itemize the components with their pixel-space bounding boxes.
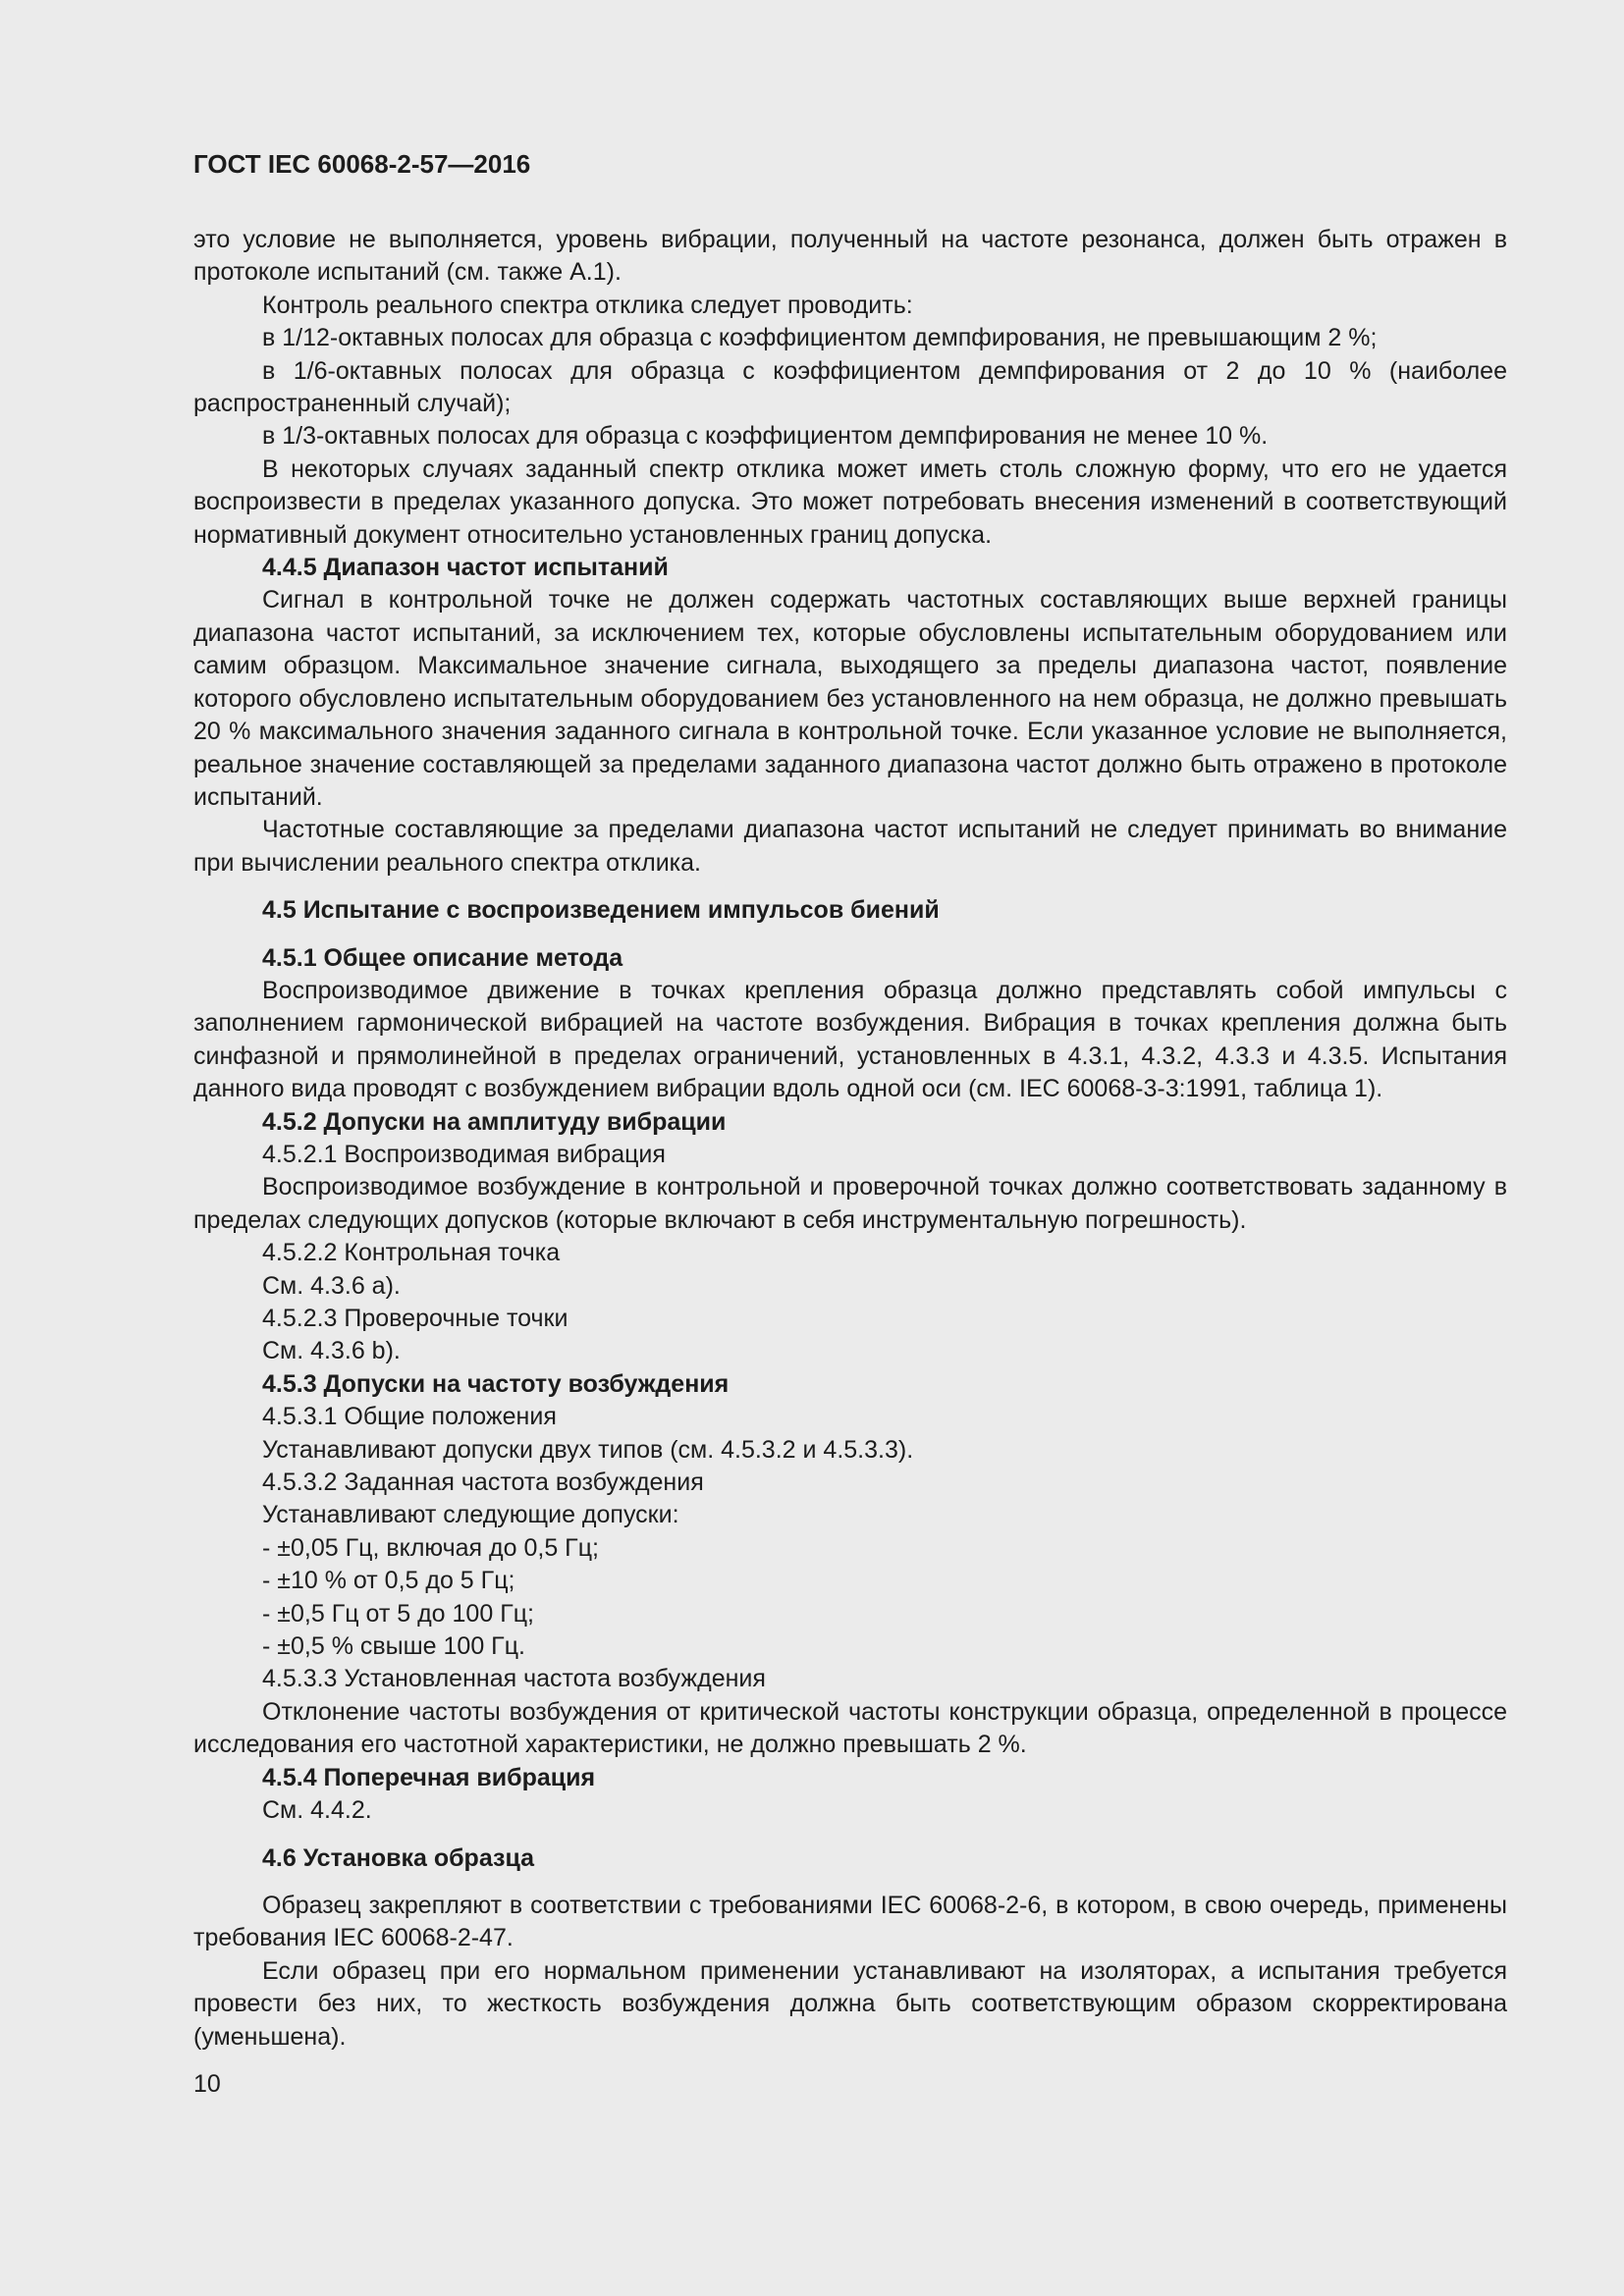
section-heading-4-5-4: 4.5.4 Поперечная вибрация	[262, 1763, 596, 1791]
paragraph: Частотные составляющие за пределами диапазона частот испытаний не следует принимать во внимание при вычислении реального спектра отклика.	[193, 816, 1507, 877]
page-number: 10	[193, 2070, 221, 2098]
section-heading-4-6: 4.6 Установка образца	[262, 1843, 535, 1872]
subsection-title-4-5-2-2: 4.5.2.2 Контрольная точка	[262, 1239, 561, 1267]
paragraph: в 1/12-октавных полосах для образца с коэффициентом демпфирования, не превышающим 2 %;	[262, 324, 1378, 352]
list-item: - ±0,5 Гц от 5 до 100 Гц;	[262, 1599, 534, 1628]
subsection-title-4-5-3-2: 4.5.3.2 Заданная частота возбуждения	[262, 1468, 704, 1497]
subsection-title-4-5-2-1: 4.5.2.1 Воспроизводимая вибрация	[262, 1140, 666, 1168]
document-header: ГОСТ IEC 60068-2-57—2016	[193, 149, 531, 179]
paragraph: в 1/6-октавных полосах для образца с коэффициентом демпфирования от 2 до 10 % (наиболее распространенный случай);	[193, 356, 1507, 418]
paragraph: См. 4.3.6 b).	[262, 1337, 401, 1365]
paragraph: Если образец при его нормальном применении устанавливают на изоляторах, а испытания требуется провести без них, то жесткость возбуждения должна быть соответствующим образом скорректирована (уменьшена).	[193, 1956, 1507, 2051]
subsection-title-4-5-3-3: 4.5.3.3 Установленная частота возбуждения	[262, 1665, 766, 1693]
section-heading-4-4-5: 4.4.5 Диапазон частот испытаний	[262, 554, 669, 582]
paragraph: Устанавливают допуски двух типов (см. 4.5.3.2 и 4.5.3.3).	[262, 1435, 914, 1464]
subsection-title-4-5-3-1: 4.5.3.1 Общие положения	[262, 1403, 557, 1431]
paragraph: Устанавливают следующие допуски:	[262, 1501, 679, 1529]
list-item: - ±10 % от 0,5 до 5 Гц;	[262, 1567, 515, 1595]
paragraph: Воспроизводимое возбуждение в контрольной и проверочной точках должно соответствовать заданному в пределах следующих допусков (которые включают в себя инструментальную погрешность).	[193, 1173, 1507, 1234]
paragraph: В некоторых случаях заданный спектр отклика может иметь столь сложную форму, что его не удается воспроизвести в пределах указанного допуска. Это может потребовать внесения изменений в соответствующий нормативный документ относительно установленных границ допуска.	[193, 454, 1507, 549]
subsection-title-4-5-2-3: 4.5.2.3 Проверочные точки	[262, 1305, 568, 1332]
paragraph: См. 4.4.2.	[262, 1796, 372, 1825]
list-item: - ±0,5 % свыше 100 Гц.	[262, 1632, 525, 1661]
paragraph: См. 4.3.6 а).	[262, 1271, 401, 1300]
paragraph: Контроль реального спектра отклика следует проводить:	[262, 291, 913, 319]
paragraph: в 1/3-октавных полосах для образца с коэффициентом демпфирования не менее 10 %.	[262, 422, 1269, 451]
document-body	[193, 224, 1507, 2054]
section-heading-4-5-3: 4.5.3 Допуски на частоту возбуждения	[262, 1369, 730, 1398]
paragraph: Сигнал в контрольной точке не должен содержать частотных составляющих выше верхней границы диапазона частот испытаний, за исключением тех, которые обусловлены испытательным оборудованием или самим образцом. Максимальное значение сигнала, выходящего за пределы диапазона частот, появление которого обусловлено испытательным оборудованием без установленного на нем образца, не должно превышать 20 % максимального значения заданного сигнала в контрольной точке. Если указанное условие не выполняется, реальное значение составляющей за пределами заданного диапазона частот должно быть отражено в протоколе испытаний.	[193, 586, 1507, 811]
paragraph: это условие не выполняется, уровень вибрации, полученный на частоте резонанса, должен быть отражен в протоколе испытаний (см. также А.1).	[193, 226, 1507, 287]
paragraph: Воспроизводимое движение в точках крепления образца должно представлять собой импульсы с заполнением гармонической вибрацией на частоте возбуждения. Вибрация в точках крепления должна быть синфазной и прямолинейной в пределах ограничений, установленных в 4.3.1, 4.3.2, 4.3.3 и 4.3.5. Испытания данного вида проводят с возбуждением вибрации вдоль одной оси (см. IEC 60068-3-3:1991, таблица 1).	[193, 976, 1507, 1103]
section-heading-4-5: 4.5 Испытание с воспроизведением импульсов биений	[262, 896, 940, 925]
paragraph: Отклонение частоты возбуждения от критической частоты конструкции образца, определенной в процессе исследования его частотной характеристики, не должно превышать 2 %.	[193, 1697, 1507, 1759]
section-heading-4-5-2: 4.5.2 Допуски на амплитуду вибрации	[262, 1107, 727, 1136]
paragraph: Образец закрепляют в соответствии с требованиями IEC 60068-2-6, в котором, в свою очередь, применены требования IEC 60068-2-47.	[193, 1891, 1507, 1952]
section-heading-4-5-1: 4.5.1 Общее описание метода	[262, 943, 623, 972]
list-item: - ±0,05 Гц, включая до 0,5 Гц;	[262, 1533, 599, 1562]
document-page	[193, 147, 1507, 2054]
